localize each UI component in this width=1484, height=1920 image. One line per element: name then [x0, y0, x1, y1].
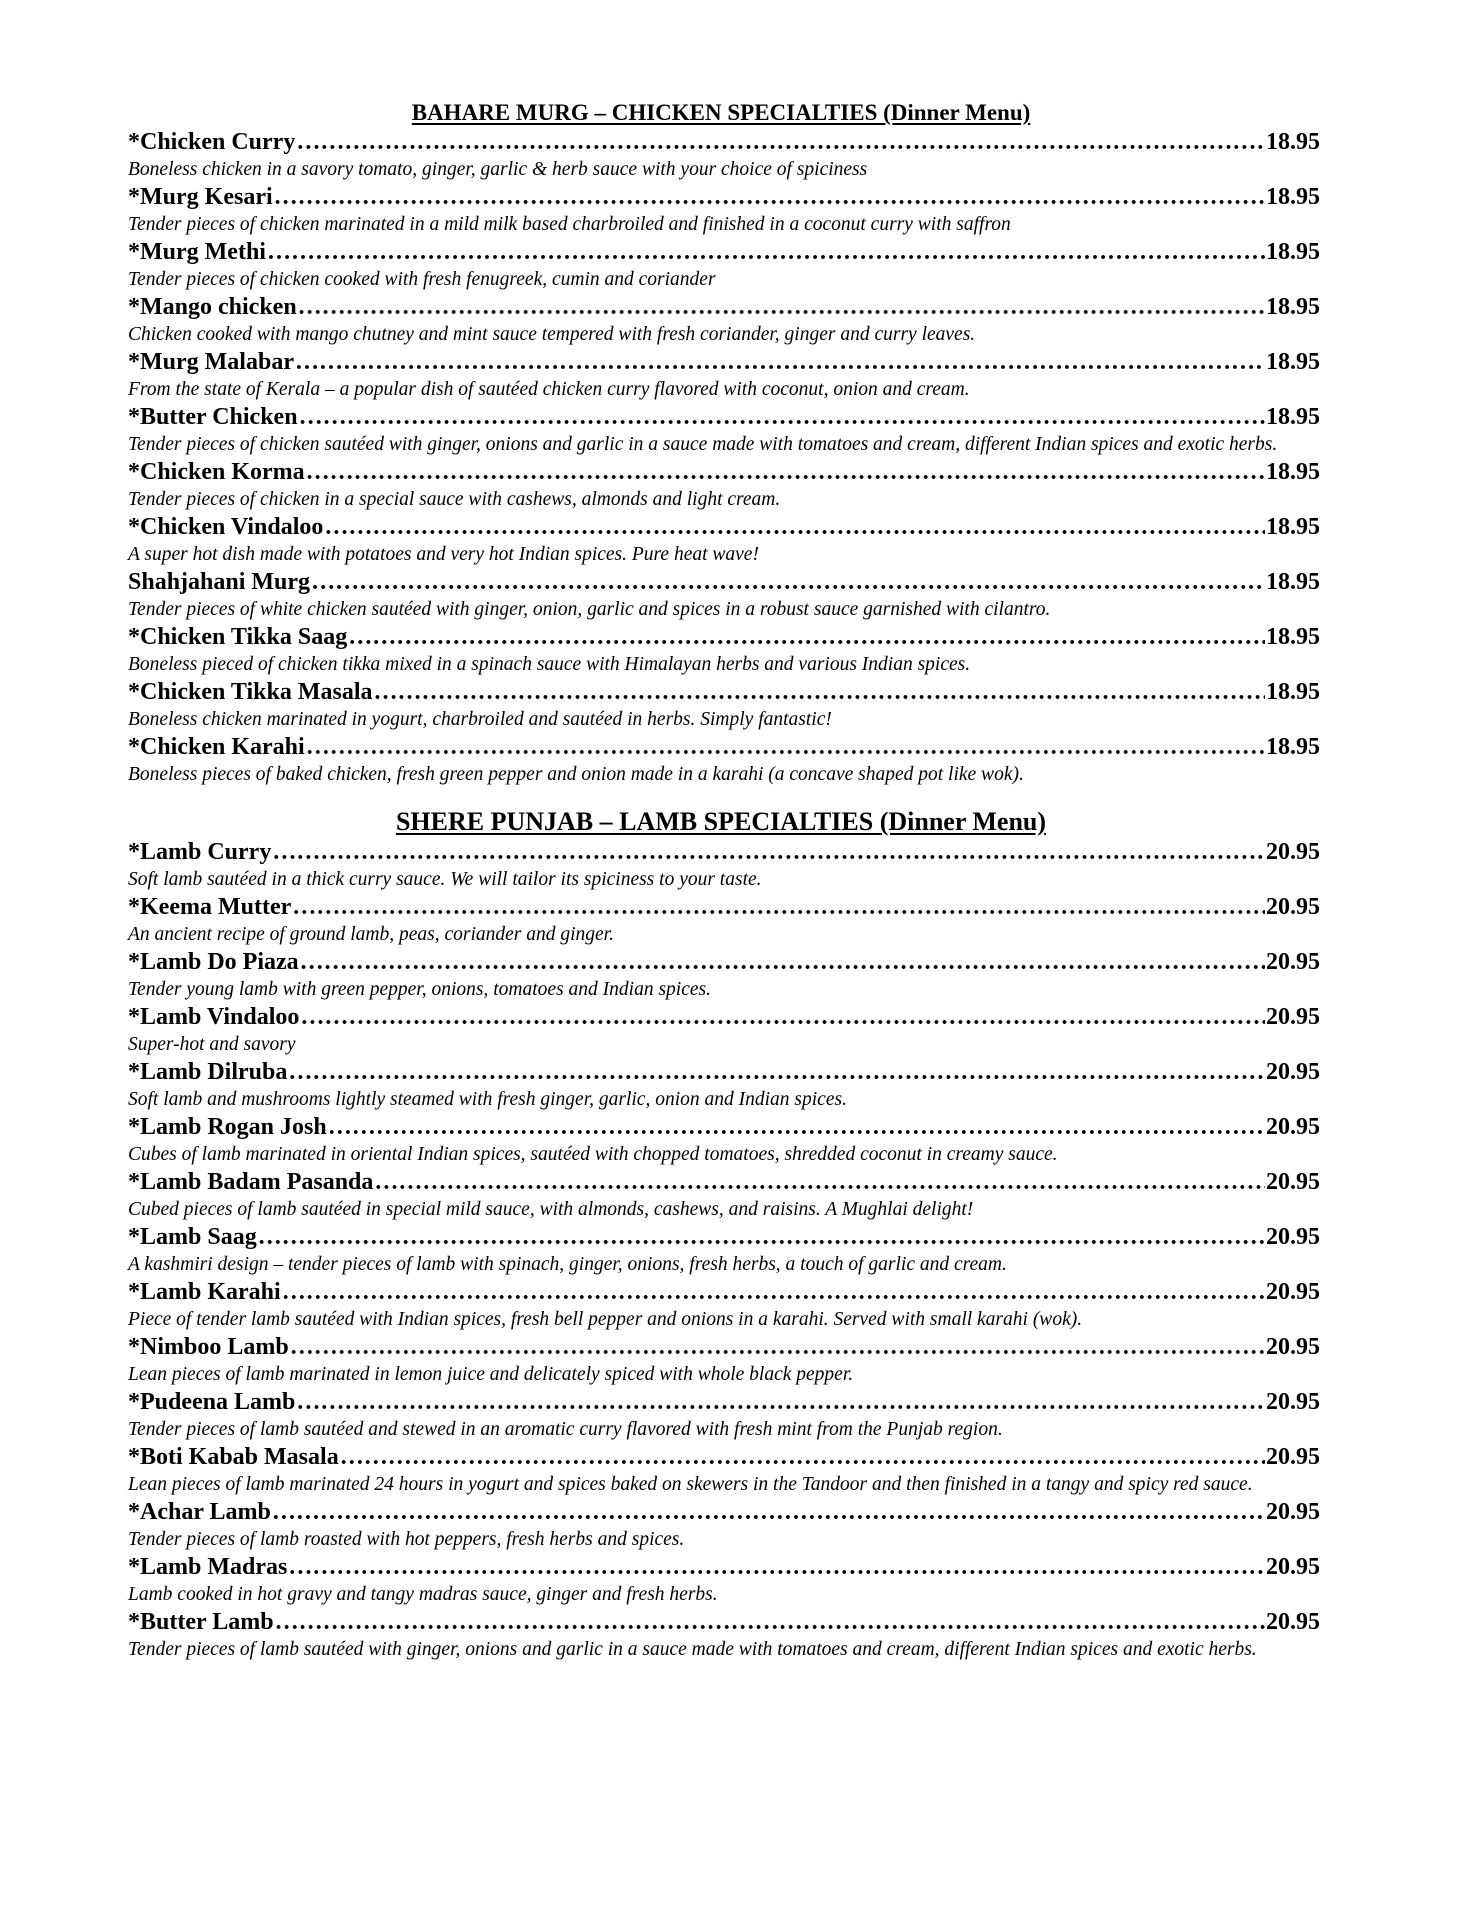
leader-dots: [306, 458, 1265, 486]
item-name: *Chicken Tikka Saag: [128, 624, 348, 650]
item-name: *Lamb Curry: [128, 839, 272, 865]
item-price: 20.95: [1266, 1554, 1320, 1580]
item-name: *Butter Lamb: [128, 1609, 274, 1635]
item-name: *Lamb Karahi: [128, 1279, 281, 1305]
leader-dots: [272, 1498, 1265, 1526]
item-description: Cubed pieces of lamb sautéed in special mild sauce, with almonds, cashews, and raisins. A Mughlai delight!: [128, 1199, 974, 1220]
leader-dots: [295, 348, 1265, 376]
item-name: *Nimboo Lamb: [128, 1334, 289, 1360]
leader-dots: [340, 1443, 1265, 1471]
item-price: 20.95: [1266, 1334, 1320, 1360]
item-price: 20.95: [1266, 1389, 1320, 1415]
item-name: *Murg Malabar: [128, 349, 294, 375]
item-price: 20.95: [1266, 839, 1320, 865]
menu-item: [128, 1553, 1320, 1608]
leader-dots: [300, 1003, 1265, 1031]
lamb-specialties-section: [128, 806, 1320, 1663]
menu-page: [128, 98, 1320, 1663]
leader-dots: [282, 1278, 1265, 1306]
item-description: From the state of Kerala – a popular dish of sautéed chicken curry flavored with coconut, onion and cream.: [128, 379, 970, 400]
item-description: Tender pieces of chicken marinated in a mild milk based charbroiled and finished in a coconut curry with saffron: [128, 214, 1011, 235]
item-description: Boneless chicken in a savory tomato, ginger, garlic & herb sauce with your choice of spiciness: [128, 159, 868, 180]
menu-item: [128, 348, 1320, 403]
item-name: *Lamb Dilruba: [128, 1059, 288, 1085]
leader-dots: [267, 238, 1265, 266]
item-name: *Murg Methi: [128, 239, 266, 265]
item-name: *Lamb Rogan Josh: [128, 1114, 327, 1140]
item-price: 18.95: [1266, 569, 1320, 595]
item-price: 18.95: [1266, 734, 1320, 760]
item-description: Tender pieces of lamb sautéed and stewed in an aromatic curry flavored with fresh mint from the Punjab region.: [128, 1419, 1003, 1440]
item-description: Boneless pieces of baked chicken, fresh green pepper and onion made in a karahi (a concave shaped pot like wok).: [128, 764, 1024, 785]
menu-item: [128, 238, 1320, 293]
menu-item: [128, 1058, 1320, 1113]
item-description: Tender pieces of chicken sautéed with ginger, onions and garlic in a sauce made with tomatoes and cream, different Indian spices and exotic herbs.: [128, 434, 1278, 455]
item-description: Soft lamb sautéed in a thick curry sauce. We will tailor its spiciness to your taste.: [128, 869, 762, 890]
item-price: 20.95: [1266, 1609, 1320, 1635]
section-title-lamb: SHERE PUNJAB – LAMB SPECIALTIES (Dinner Menu): [395, 807, 1047, 836]
item-price: 20.95: [1266, 1224, 1320, 1250]
item-description: Super-hot and savory: [128, 1034, 296, 1055]
menu-item: [128, 458, 1320, 513]
item-description: Lean pieces of lamb marinated in lemon juice and delicately spiced with whole black pepper.: [128, 1364, 854, 1385]
item-description: Tender pieces of chicken cooked with fresh fenugreek, cumin and coriander: [128, 269, 716, 290]
item-name: *Lamb Do Piaza: [128, 949, 299, 975]
item-price: 20.95: [1266, 1279, 1320, 1305]
item-name: *Achar Lamb: [128, 1499, 271, 1525]
menu-item: [128, 1388, 1320, 1443]
menu-item: [128, 1608, 1320, 1663]
menu-item: [128, 678, 1320, 733]
leader-dots: [258, 1223, 1265, 1251]
leader-dots: [299, 403, 1265, 431]
menu-item: [128, 1168, 1320, 1223]
item-name: *Murg Kesari: [128, 184, 273, 210]
leader-dots: [374, 678, 1265, 706]
item-price: 18.95: [1266, 404, 1320, 430]
item-price: 20.95: [1266, 894, 1320, 920]
item-price: 18.95: [1266, 679, 1320, 705]
item-price: 18.95: [1266, 184, 1320, 210]
leader-dots: [348, 623, 1265, 651]
menu-item: [128, 293, 1320, 348]
menu-item: [128, 1278, 1320, 1333]
item-description: A super hot dish made with potatoes and very hot Indian spices. Pure heat wave!: [128, 544, 759, 565]
item-description: Cubes of lamb marinated in oriental Indian spices, sautéed with chopped tomatoes, shredded coconut in creamy sauce.: [128, 1144, 1058, 1165]
item-name: *Lamb Vindaloo: [128, 1004, 300, 1030]
menu-item: [128, 948, 1320, 1003]
item-name: *Chicken Tikka Masala: [128, 679, 373, 705]
menu-item: [128, 403, 1320, 458]
menu-item: [128, 1443, 1320, 1498]
lamb-items: [128, 838, 1320, 1663]
item-name: Shahjahani Murg: [128, 569, 311, 595]
item-price: 20.95: [1266, 1059, 1320, 1085]
leader-dots: [306, 733, 1265, 761]
item-price: 20.95: [1266, 949, 1320, 975]
leader-dots: [274, 183, 1265, 211]
item-name: *Boti Kabab Masala: [128, 1444, 339, 1470]
item-price: 18.95: [1266, 129, 1320, 155]
menu-item: [128, 1113, 1320, 1168]
item-name: *Lamb Badam Pasanda: [128, 1169, 374, 1195]
item-price: 20.95: [1266, 1499, 1320, 1525]
item-name: *Chicken Korma: [128, 459, 305, 485]
leader-dots: [296, 128, 1265, 156]
menu-item: [128, 568, 1320, 623]
chicken-items: [128, 128, 1320, 788]
item-price: 18.95: [1266, 349, 1320, 375]
item-name: *Pudeena Lamb: [128, 1389, 296, 1415]
item-name: *Chicken Karahi: [128, 734, 305, 760]
item-description: Soft lamb and mushrooms lightly steamed with fresh ginger, garlic, onion and Indian spices.: [128, 1089, 847, 1110]
leader-dots: [374, 1168, 1265, 1196]
item-name: *Butter Chicken: [128, 404, 298, 430]
item-price: 18.95: [1266, 294, 1320, 320]
item-price: 18.95: [1266, 514, 1320, 540]
leader-dots: [311, 568, 1265, 596]
item-description: Lamb cooked in hot gravy and tangy madras sauce, ginger and fresh herbs.: [128, 1584, 718, 1605]
section-title-chicken: BAHARE MURG – CHICKEN SPECIALTIES (Dinner Menu): [411, 100, 1031, 125]
menu-item: [128, 128, 1320, 183]
leader-dots: [288, 1058, 1265, 1086]
item-description: Chicken cooked with mango chutney and mint sauce tempered with fresh coriander, ginger and curry leaves.: [128, 324, 976, 345]
item-description: Tender young lamb with green pepper, onions, tomatoes and Indian spices.: [128, 979, 711, 1000]
menu-item: [128, 733, 1320, 788]
item-description: Lean pieces of lamb marinated 24 hours in yogurt and spices baked on skewers in the Tandoor and then finished in a tangy and spicy red sauce.: [128, 1474, 1253, 1495]
menu-item: [128, 893, 1320, 948]
menu-item: [128, 1003, 1320, 1058]
leader-dots: [275, 1608, 1265, 1636]
chicken-specialties-section: [128, 98, 1320, 788]
item-price: 18.95: [1266, 239, 1320, 265]
item-description: Boneless chicken marinated in yogurt, charbroiled and sautéed in herbs. Simply fantastic!: [128, 709, 832, 730]
item-name: *Lamb Madras: [128, 1554, 288, 1580]
item-description: Piece of tender lamb sautéed with Indian spices, fresh bell pepper and onions in a karahi. Served with small karahi (wok).: [128, 1309, 1083, 1330]
item-description: An ancient recipe of ground lamb, peas, coriander and ginger.: [128, 924, 614, 945]
item-price: 20.95: [1266, 1004, 1320, 1030]
leader-dots: [298, 293, 1265, 321]
leader-dots: [300, 948, 1265, 976]
leader-dots: [290, 1333, 1265, 1361]
menu-item: [128, 513, 1320, 568]
menu-item: [128, 1498, 1320, 1553]
item-name: *Keema Mutter: [128, 894, 292, 920]
item-price: 18.95: [1266, 624, 1320, 650]
leader-dots: [296, 1388, 1265, 1416]
item-name: *Mango chicken: [128, 294, 297, 320]
leader-dots: [288, 1553, 1265, 1581]
item-description: Tender pieces of lamb roasted with hot peppers, fresh herbs and spices.: [128, 1529, 685, 1550]
item-price: 18.95: [1266, 459, 1320, 485]
leader-dots: [292, 893, 1265, 921]
menu-item: [128, 1223, 1320, 1278]
item-description: Tender pieces of lamb sautéed with ginger, onions and garlic in a sauce made with tomatoes and cream, different Indian spices and exotic herbs.: [128, 1639, 1257, 1660]
item-description: Tender pieces of white chicken sautéed with ginger, onion, garlic and spices in a robust sauce garnished with cilantro.: [128, 599, 1051, 620]
item-price: 20.95: [1266, 1444, 1320, 1470]
item-price: 20.95: [1266, 1114, 1320, 1140]
item-name: *Chicken Curry: [128, 129, 296, 155]
item-description: Tender pieces of chicken in a special sauce with cashews, almonds and light cream.: [128, 489, 781, 510]
menu-item: [128, 183, 1320, 238]
item-description: Boneless pieced of chicken tikka mixed in a spinach sauce with Himalayan herbs and various Indian spices.: [128, 654, 971, 675]
item-price: 20.95: [1266, 1169, 1320, 1195]
leader-dots: [324, 513, 1265, 541]
item-description: A kashmiri design – tender pieces of lamb with spinach, ginger, onions, fresh herbs, a touch of garlic and cream.: [128, 1254, 1007, 1275]
item-name: *Lamb Saag: [128, 1224, 257, 1250]
item-name: *Chicken Vindaloo: [128, 514, 324, 540]
leader-dots: [272, 838, 1265, 866]
menu-item: [128, 623, 1320, 678]
menu-item: [128, 838, 1320, 893]
menu-item: [128, 1333, 1320, 1388]
leader-dots: [328, 1113, 1265, 1141]
